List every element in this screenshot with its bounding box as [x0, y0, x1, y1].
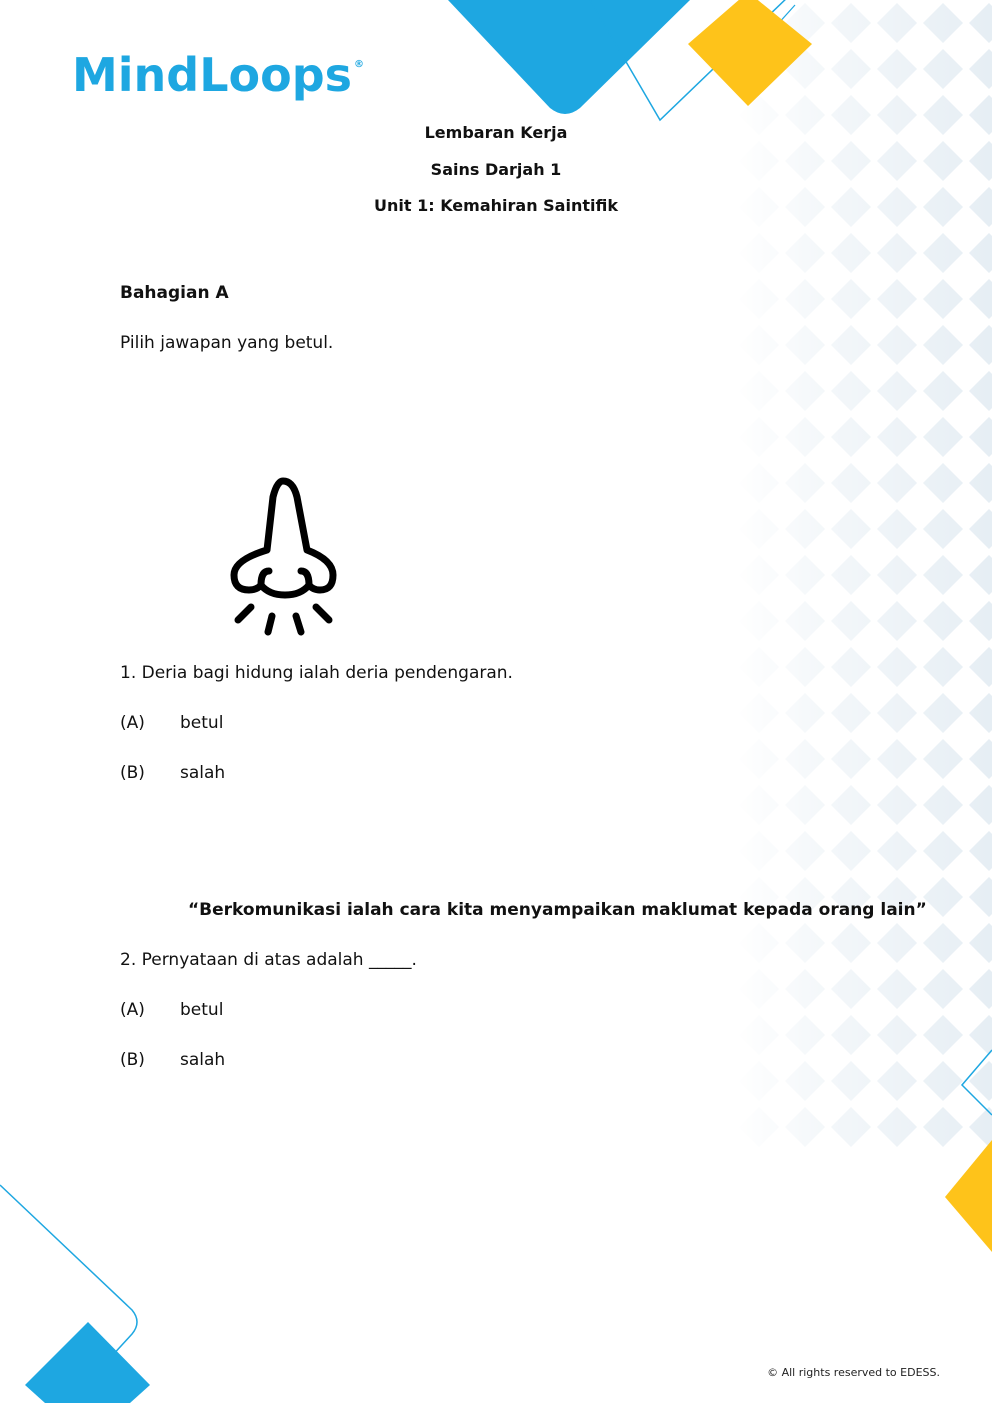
logo-text: MindLoops: [72, 48, 353, 102]
mindloops-logo: [72, 48, 365, 102]
copyright-footer: © All rights reserved to EDESS.: [767, 1366, 940, 1379]
section-title: Bahagian A: [120, 283, 229, 303]
nose-smell-icon: [225, 475, 345, 640]
q1-option-b-label: (B): [120, 763, 145, 783]
logo-registered-mark: ®: [354, 59, 365, 70]
q2-option-a-text: betul: [180, 1000, 224, 1020]
q1-option-a-text: betul: [180, 713, 224, 733]
unit-title: Unit 1: Kemahiran Saintifik: [374, 196, 618, 215]
worksheet-title: Lembaran Kerja: [424, 123, 568, 142]
instruction-text: Pilih jawapan yang betul.: [120, 333, 334, 353]
question-2-text: 2. Pernyataan di atas adalah _____.: [120, 950, 417, 970]
q2-option-b-text: salah: [180, 1050, 226, 1070]
question-1-text: 1. Deria bagi hidung ialah deria pendengaran.: [120, 663, 513, 683]
question-2-quote: “Berkomunikasi ialah cara kita menyampaikan maklumat kepada orang lain”: [188, 900, 927, 920]
q2-option-a-label: (A): [120, 1000, 145, 1020]
subject-title: Sains Darjah 1: [430, 160, 562, 179]
q1-option-b-text: salah: [180, 763, 226, 783]
q1-option-a-label: (A): [120, 713, 145, 733]
q2-option-b-label: (B): [120, 1050, 145, 1070]
